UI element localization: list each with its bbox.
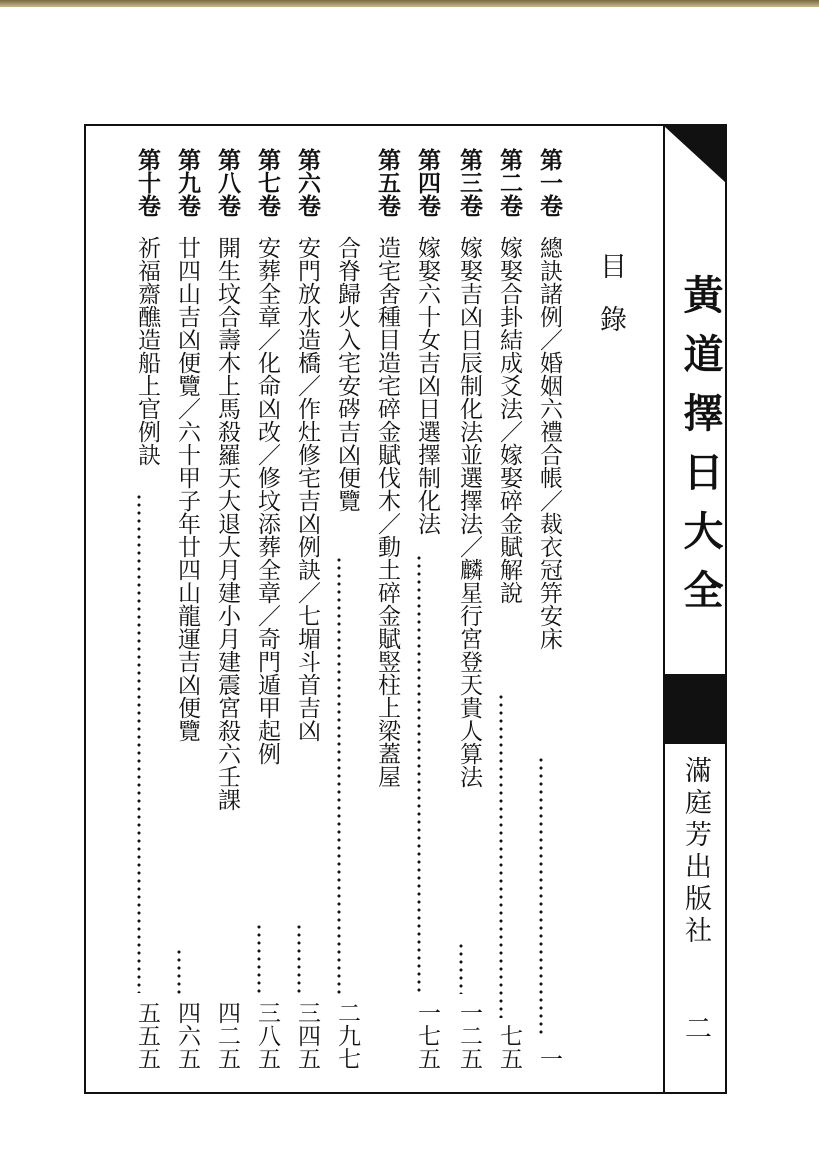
title-rail-divider <box>663 126 665 1092</box>
chapter-page: 三四五 <box>294 1001 320 1070</box>
chapter-title: 安葬全章／化命凶改／修坟添葬全章／奇門遁甲起例 <box>254 236 280 765</box>
chapter-title: 總訣諸例／婚姻六禮合帳／裁衣冠笄安床 <box>536 236 562 650</box>
chapter-number: 第五卷 <box>374 148 401 217</box>
page-frame <box>84 124 727 1094</box>
toc-entry-10[interactable] <box>124 148 164 1070</box>
chapter-number: 第二卷 <box>496 148 523 217</box>
toc-entry-2[interactable] <box>486 148 526 1070</box>
chapter-number: 第九卷 <box>174 148 201 217</box>
chapter-page: 一七五 <box>414 1001 440 1070</box>
page-number: 二 <box>680 1014 711 1041</box>
chapter-page: 一二五 <box>456 1001 482 1070</box>
chapter-number: 第八卷 <box>214 148 241 217</box>
leader-dots <box>176 948 182 994</box>
chapter-number: 第四卷 <box>414 148 441 217</box>
chapter-number: 第六卷 <box>294 148 321 217</box>
chapter-page: 七五 <box>496 1024 522 1070</box>
leader-dots <box>538 756 544 1036</box>
chapter-page: 一 <box>536 1047 562 1070</box>
toc-heading: 目錄 <box>595 252 626 358</box>
chapter-page: 五五五 <box>134 1001 160 1070</box>
chapter-number: 第七卷 <box>254 148 281 217</box>
chapter-title: 廿四山吉凶便覽／六十甲子年廿四山龍運吉凶便覽 <box>174 236 200 742</box>
leader-dots <box>336 556 342 994</box>
chapter-title: 嫁娶合卦結成爻法／嫁娶碎金賦解說 <box>496 236 522 604</box>
chapter-title: 祈福齋醮造船上官例訣 <box>134 236 160 466</box>
toc-entry-8[interactable] <box>204 148 244 1070</box>
chapter-page: 四六五 <box>174 1001 200 1070</box>
leader-dots <box>256 923 262 994</box>
leader-dots <box>416 554 422 994</box>
toc-entry-6[interactable] <box>284 148 324 1070</box>
leader-dots <box>458 942 464 994</box>
chapter-number: 第十卷 <box>134 148 161 217</box>
leader-dots <box>136 493 142 993</box>
chapter-title: 安門放水造橋／作灶修宅吉凶例訣／七堳斗首吉凶 <box>294 236 320 742</box>
toc-entry-1[interactable] <box>526 148 566 1070</box>
book-title: 黃道擇日大全 <box>677 274 724 628</box>
chapter-title: 造宅舍種目造宅碎金賦伐木／動土碎金賦竪柱上梁蓋屋 <box>374 236 400 788</box>
toc-entry-7[interactable] <box>244 148 284 1070</box>
chapter-page: 三八五 <box>254 1001 280 1070</box>
chapter-title: 開生坟合壽木上馬殺羅天大退大月建小月建震宮殺六壬課 <box>214 236 240 811</box>
toc-entry-4[interactable] <box>404 148 444 1070</box>
leader-dots <box>296 923 302 994</box>
rail-black-band <box>664 674 725 744</box>
chapter-page: 四二五 <box>214 1001 240 1070</box>
chapter-number: 第三卷 <box>456 148 483 217</box>
publisher-name: 滿庭芳出版社 <box>680 756 711 948</box>
top-edge-band <box>0 0 819 7</box>
toc-entry-5-continued <box>324 148 364 1070</box>
rail-corner-mark <box>664 126 725 182</box>
chapter-title: 嫁娶六十女吉凶日選擇制化法 <box>414 236 440 535</box>
toc-entry-5[interactable] <box>364 148 404 1070</box>
leader-dots <box>498 693 504 1018</box>
chapter-page: 二九七 <box>334 1001 360 1070</box>
chapter-title: 嫁娶吉凶日辰制化法並選擇法／麟星行宮登天貴人算法 <box>456 236 482 788</box>
toc-entry-9[interactable] <box>164 148 204 1070</box>
chapter-number: 第一卷 <box>536 148 563 217</box>
toc-entry-3[interactable] <box>446 148 486 1070</box>
chapter-title-continued: 合脊歸火入宅安硶吉凶便覽 <box>334 236 360 512</box>
